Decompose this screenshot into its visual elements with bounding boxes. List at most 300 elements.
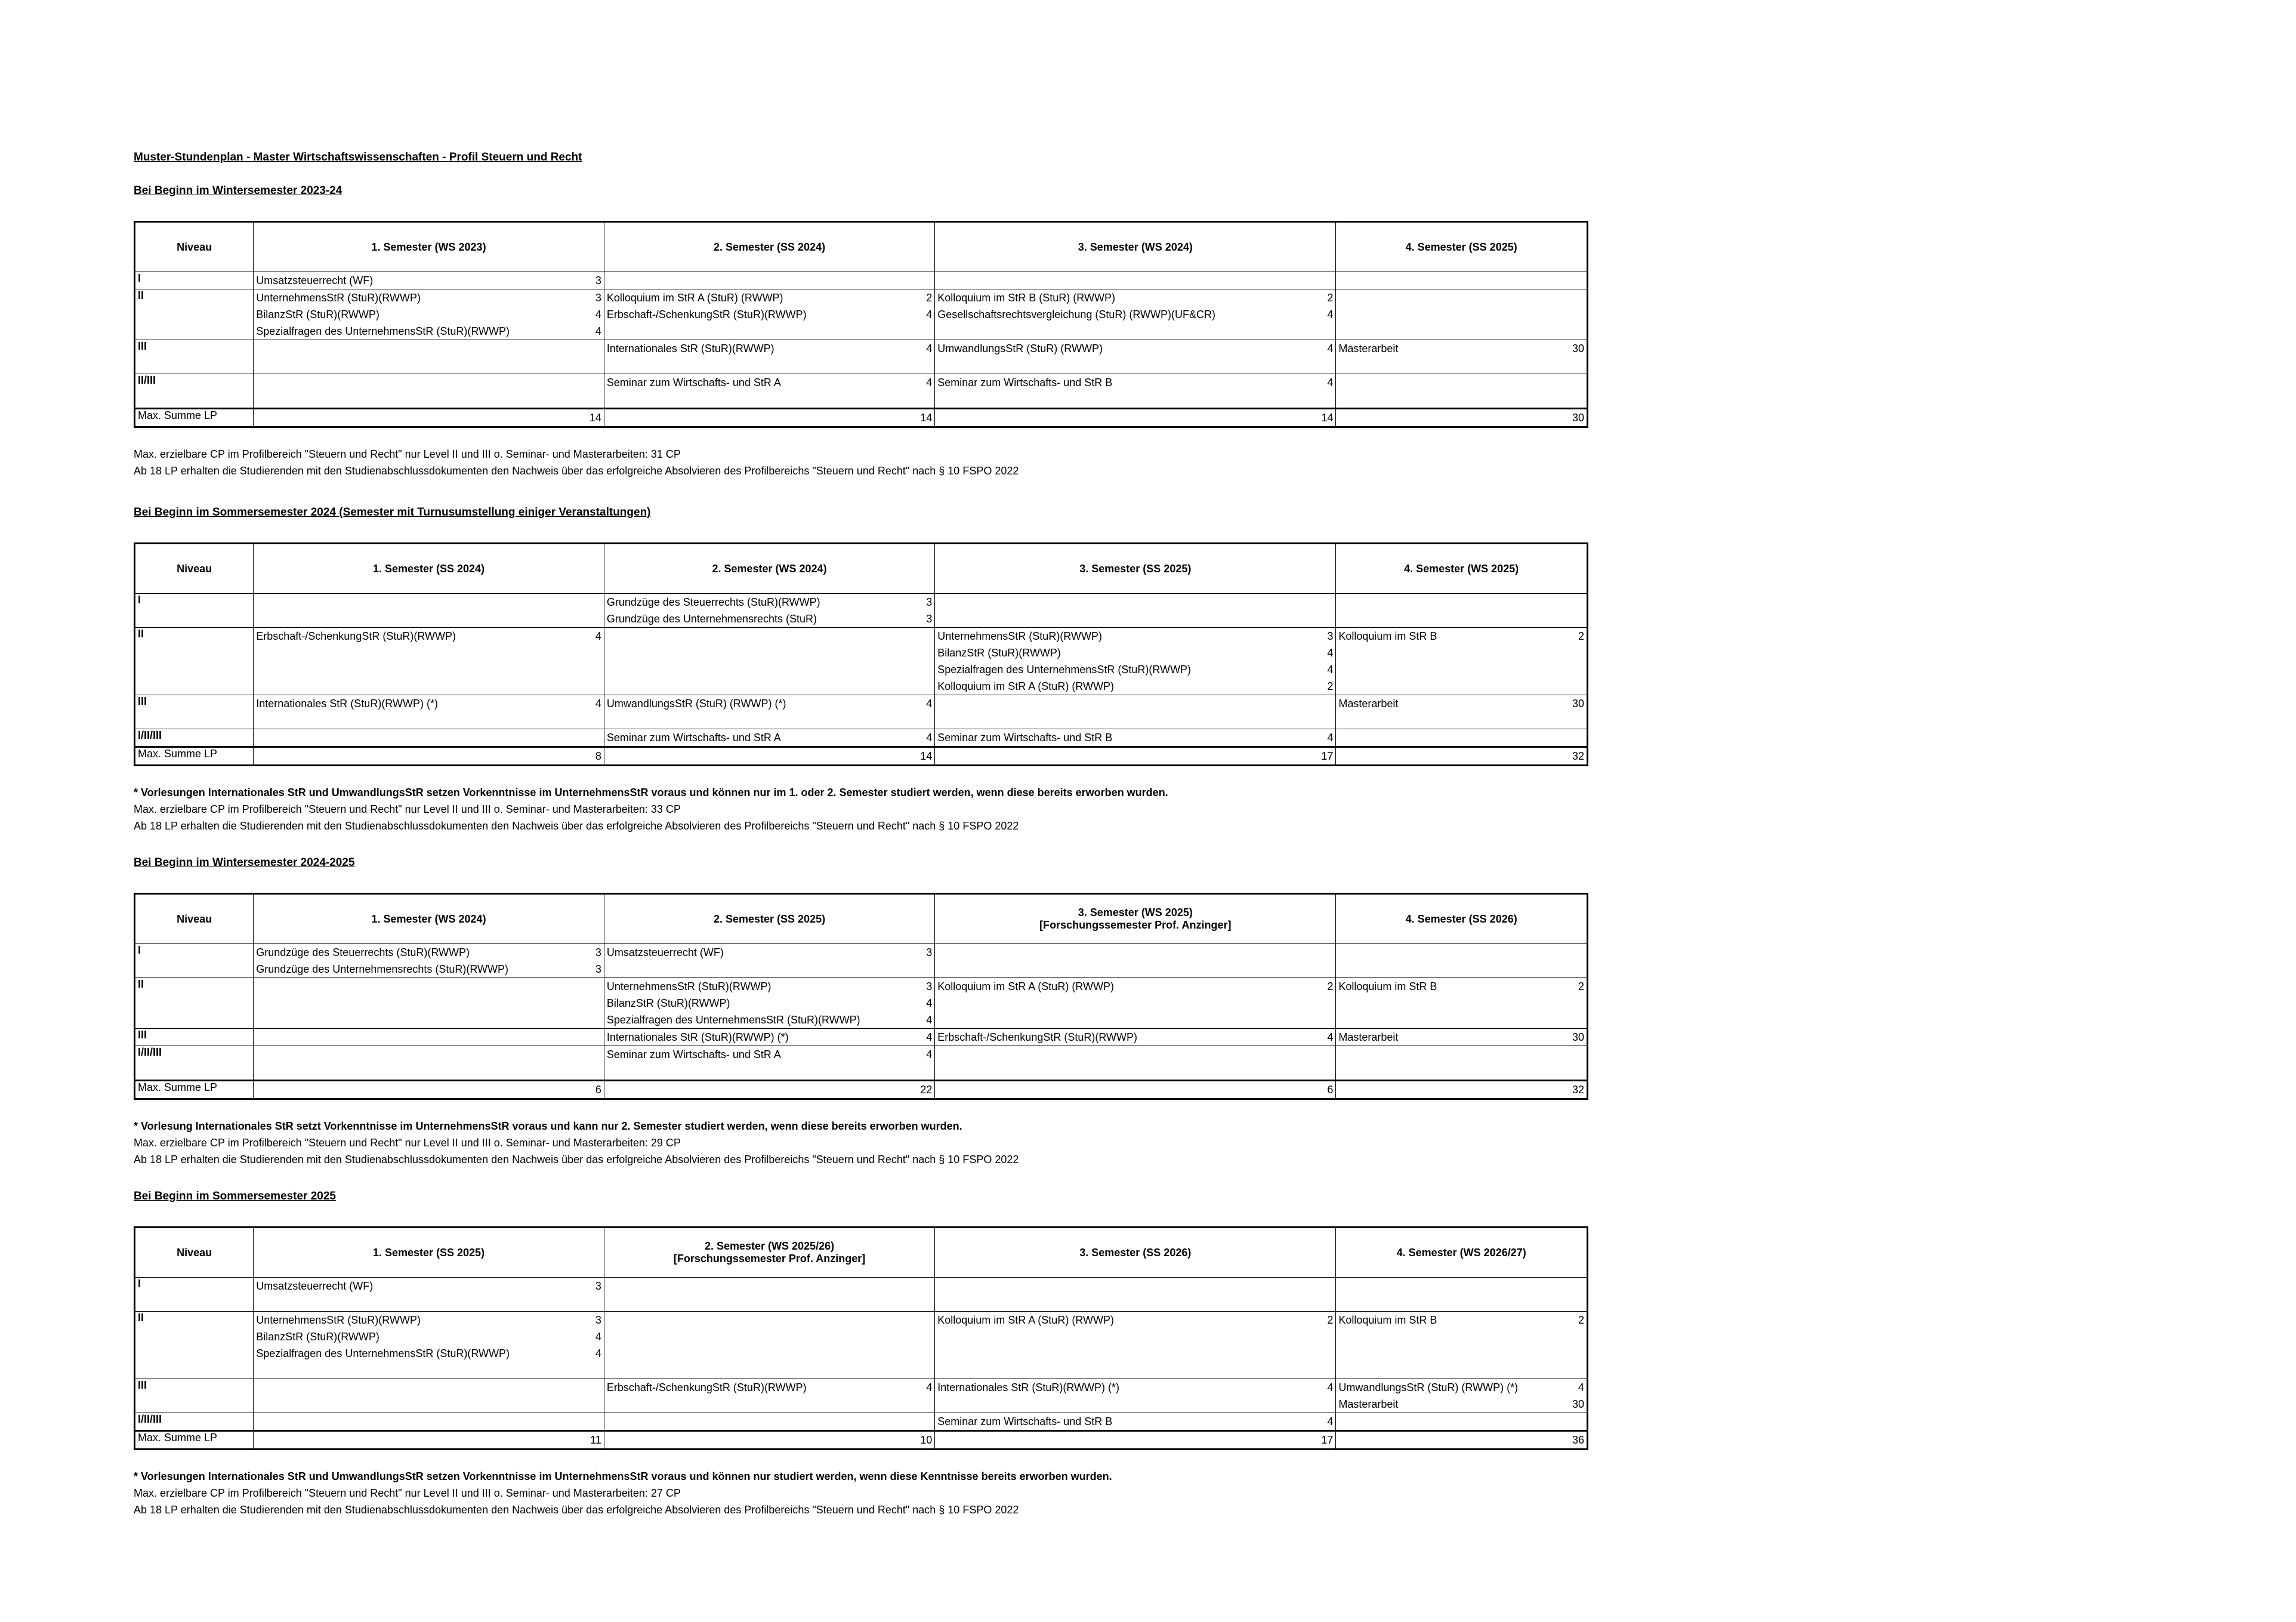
course-name: Kolloquium im StR A (StuR) (RWWP) [606,292,783,304]
semester-cell [1336,695,1588,729]
semester-cell [604,289,934,340]
header-line: [Forschungssemester Prof. Anzinger] [1039,919,1232,931]
note-line: Ab 18 LP erhalten die Studierenden mit den Studienabschlussdokumenten den Nachweis über das erfolgreiche Absolvieren des Profilbereichs "Steuern und Recht" nach § 10 FSPO 2022 [134,820,1019,832]
level-row [135,1413,1588,1431]
course-entry [1338,340,1584,357]
header-line: 3. Semester (WS 2024) [1078,240,1193,253]
course-entry [607,729,932,746]
course-name: Internationales StR (StuR)(RWWP) (*) [256,698,438,710]
course-entry [607,1046,932,1063]
semester-cell [935,374,1336,409]
course-lp: 2 [1578,980,1584,992]
course-name: UmwandlungsStR (StuR) (RWWP) [937,343,1103,354]
course-name: Kolloquium im StR B [1338,1314,1437,1326]
note-line: Ab 18 LP erhalten die Studierenden mit den Studienabschlussdokumenten den Nachweis über das erfolgreiche Absolvieren des Profilbereichs "Steuern und Recht" nach § 10 FSPO 2022 [134,1504,1019,1516]
semester-header [1336,544,1588,594]
semester-cell [935,978,1336,1029]
course-entry [607,610,932,627]
course-name: UnternehmensStR (StuR)(RWWP) [937,630,1102,642]
course-entry [937,306,1333,323]
course-lp: 4 [926,1014,933,1026]
course-name: BilanzStR (StuR)(RWWP) [256,309,379,320]
level-row [135,374,1588,409]
course-name: Internationales StR (StuR)(RWWP) [606,343,774,354]
semester-header [935,1228,1336,1278]
semester-cell [1336,978,1588,1029]
semester-cell [254,272,604,289]
course-entry [937,340,1333,357]
niveau-cell: III [135,1379,254,1413]
course-entry [1338,1396,1584,1413]
sum-value: 14 [935,409,1336,427]
sum-row [135,747,1588,766]
level-row [135,272,1588,289]
level-row [135,1379,1588,1413]
sum-value: 32 [1336,1081,1588,1099]
section-notes [134,446,1590,479]
course-entry [256,1278,601,1294]
course-entry [937,978,1333,995]
semester-cell [604,272,934,289]
level-row [135,729,1588,747]
semester-header [1336,222,1588,272]
sum-value: 14 [254,409,604,427]
note-line: Max. erzielbare CP im Profilbereich "Steuern und Recht" nur Level II und III o. Seminar- und Masterarbeiten: 33 CP [134,803,681,815]
section-title: Bei Beginn im Wintersemester 2023-24 [134,184,342,197]
semester-cell [254,1413,604,1431]
course-lp: 3 [595,946,601,958]
semester-cell [254,374,604,409]
course-lp: 3 [926,596,933,608]
sum-value: 11 [254,1431,604,1450]
course-entry [607,289,932,306]
course-entry [1338,695,1584,712]
course-name: Seminar zum Wirtschafts- und StR B [937,1416,1113,1427]
course-name: Grundzüge des Unternehmensrechts (StuR)(RWWP) [256,963,509,975]
niveau-cell: I [135,272,254,289]
semester-cell [604,1046,934,1081]
semester-cell [935,695,1336,729]
semester-cell [254,1379,604,1413]
course-lp: 30 [1572,1398,1584,1410]
sum-row [135,1431,1588,1450]
semester-cell [254,729,604,747]
course-entry [607,306,932,323]
header-line: 1. Semester (WS 2023) [371,240,486,253]
semester-cell [1336,628,1588,695]
course-lp: 2 [1578,630,1584,642]
semester-cell [1336,729,1588,747]
semester-header [604,1228,934,1278]
semester-cell [604,1379,934,1413]
course-entry [937,1312,1333,1328]
course-name: Erbschaft-/SchenkungStR (StuR)(RWWP) [937,1031,1137,1043]
course-lp: 4 [926,377,933,388]
course-name: Internationales StR (StuR)(RWWP) (*) [937,1382,1119,1393]
header-line: Niveau [177,912,212,925]
course-entry [1338,628,1584,645]
note-line: Max. erzielbare CP im Profilbereich "Steuern und Recht" nur Level II und III o. Seminar- und Masterarbeiten: 29 CP [134,1137,681,1149]
course-lp: 4 [595,1347,601,1359]
course-name: Umsatzsteuerrecht (WF) [256,1280,374,1292]
course-name: Seminar zum Wirtschafts- und StR A [606,732,781,744]
course-entry [937,729,1333,746]
course-lp: 2 [1327,1314,1334,1326]
course-lp: 4 [1327,309,1334,320]
semester-cell [254,1312,604,1379]
course-entry [937,645,1333,661]
course-lp: 4 [926,343,933,354]
course-name: Umsatzsteuerrecht (WF) [606,946,724,958]
level-row [135,978,1588,1029]
course-name: Spezialfragen des UnternehmensStR (StuR)(RWWP) [256,325,510,337]
course-entry [256,1328,601,1345]
semester-cell [1336,1312,1588,1379]
course-lp: 3 [926,980,933,992]
semester-cell [254,289,604,340]
semester-cell [935,1413,1336,1431]
semester-cell [935,272,1336,289]
semester-cell [935,729,1336,747]
niveau-cell: I/II/III [135,1046,254,1081]
sum-value: 6 [935,1081,1336,1099]
level-row [135,340,1588,374]
note-line: Ab 18 LP erhalten die Studierenden mit den Studienabschlussdokumenten den Nachweis über das erfolgreiche Absolvieren des Profilbereichs "Steuern und Recht" nach § 10 FSPO 2022 [134,1154,1019,1165]
header-line: [Forschungssemester Prof. Anzinger] [673,1253,866,1265]
course-entry [607,340,932,357]
niveau-cell: III [135,340,254,374]
course-entry [607,594,932,610]
course-lp: 3 [926,613,933,625]
section-title: Bei Beginn im Sommersemester 2024 (Semester mit Turnusumstellung einiger Veranstaltungen) [134,506,651,519]
course-lp: 30 [1572,1031,1584,1043]
course-entry [607,1012,932,1028]
course-lp: 4 [1327,647,1334,659]
footnote: * Vorlesung Internationales StR setzt Vorkenntnisse im UnternehmensStR voraus und kann nur 2. Semester studiert werden, wenn diese bereits erworben wurden. [134,1120,962,1132]
semester-header [254,1228,604,1278]
section-notes [134,1118,1590,1168]
course-entry [256,961,601,977]
course-entry [607,978,932,995]
course-lp: 4 [926,309,933,320]
sum-value: 30 [1336,409,1588,427]
semester-header [935,894,1336,944]
semester-cell [1336,944,1588,978]
course-lp: 4 [595,630,601,642]
semester-cell [604,695,934,729]
course-lp: 3 [595,1280,601,1292]
sum-value: 22 [604,1081,934,1099]
course-lp: 4 [1327,1031,1334,1043]
course-lp: 3 [595,1314,601,1326]
semester-cell [254,944,604,978]
course-entry [256,628,601,645]
course-entry [937,678,1333,695]
section-title: Bei Beginn im Wintersemester 2024-2025 [134,856,355,869]
note-line: Ab 18 LP erhalten die Studierenden mit den Studienabschlussdokumenten den Nachweis über das erfolgreiche Absolvieren des Profilbereichs "Steuern und Recht" nach § 10 FSPO 2022 [134,465,1019,477]
semester-cell [254,594,604,628]
semester-cell [935,340,1336,374]
semester-header [604,222,934,272]
course-name: Kolloquium im StR A (StuR) (RWWP) [937,1314,1114,1326]
course-lp: 2 [1327,680,1334,692]
course-entry [1338,978,1584,995]
niveau-header [135,894,254,944]
header-line: 1. Semester (SS 2024) [372,562,485,575]
niveau-cell: II/III [135,374,254,409]
semester-header [935,222,1336,272]
niveau-cell: III [135,695,254,729]
course-entry [607,1029,932,1046]
semester-cell [935,628,1336,695]
footnote: * Vorlesungen Internationales StR und UmwandlungsStR setzen Vorkenntnisse im UnternehmensStR voraus und können nur im 1. oder 2. Semester studiert werden, wenn diese bereits erworben wurden. [134,787,1168,798]
semester-plan-table [134,221,1588,428]
sum-label: Max. Summe LP [135,409,254,427]
course-entry [1338,1379,1584,1396]
course-name: Masterarbeit [1338,698,1399,710]
level-row [135,1278,1588,1312]
header-line: 3. Semester (SS 2026) [1079,1246,1192,1259]
semester-header [254,222,604,272]
course-name: Seminar zum Wirtschafts- und StR A [606,377,781,388]
header-line: 4. Semester (WS 2025) [1404,562,1519,575]
course-name: Kolloquium im StR A (StuR) (RWWP) [937,680,1114,692]
niveau-cell: I/II/III [135,1413,254,1431]
course-name: UmwandlungsStR (StuR) (RWWP) (*) [606,698,786,710]
niveau-header [135,544,254,594]
course-name: Masterarbeit [1338,1031,1399,1043]
semester-cell [935,1029,1336,1046]
note-line: Max. erzielbare CP im Profilbereich "Steuern und Recht" nur Level II und III o. Seminar- und Masterarbeiten: 27 CP [134,1487,681,1499]
semester-cell [604,374,934,409]
course-lp: 3 [595,292,601,304]
course-lp: 4 [1327,377,1334,388]
semester-cell [254,1046,604,1081]
course-entry [256,306,601,323]
course-entry [1338,1029,1584,1046]
course-lp: 30 [1572,343,1584,354]
course-lp: 2 [926,292,933,304]
header-line: 4. Semester (SS 2025) [1405,240,1517,253]
semester-cell [935,594,1336,628]
semester-cell [1336,1029,1588,1046]
course-entry [937,289,1333,306]
header-line: 2. Semester (SS 2024) [713,240,826,253]
sum-label: Max. Summe LP [135,1081,254,1099]
course-name: Seminar zum Wirtschafts- und StR B [937,377,1113,388]
semester-cell [604,729,934,747]
course-name: Umsatzsteuerrecht (WF) [256,275,374,286]
header-row [135,1228,1588,1278]
semester-cell [1336,1278,1588,1312]
course-entry [937,661,1333,678]
course-lp: 4 [595,309,601,320]
semester-cell [604,340,934,374]
course-entry [607,944,932,961]
course-entry [937,1379,1333,1396]
header-line: 4. Semester (WS 2026/27) [1396,1246,1526,1259]
semester-cell [935,1278,1336,1312]
header-line: 1. Semester (SS 2025) [372,1246,485,1259]
course-name: Erbschaft-/SchenkungStR (StuR)(RWWP) [256,630,456,642]
sum-value: 17 [935,747,1336,766]
course-entry [256,272,601,289]
semester-header [1336,1228,1588,1278]
semester-cell [254,978,604,1029]
header-line: Niveau [177,562,212,575]
course-name: UmwandlungsStR (StuR) (RWWP) (*) [1338,1382,1519,1393]
footnote: * Vorlesungen Internationales StR und UmwandlungsStR setzen Vorkenntnisse im UnternehmensStR voraus und können nur studiert werden, wenn diese Kenntnisse bereits erworben wurden. [134,1470,1112,1482]
course-name: Grundzüge des Steuerrechts (StuR)(RWWP) [256,946,470,958]
course-name: Erbschaft-/SchenkungStR (StuR)(RWWP) [606,1382,807,1393]
course-name: BilanzStR (StuR)(RWWP) [606,997,730,1009]
sum-value: 36 [1336,1431,1588,1450]
course-lp: 4 [595,325,601,337]
niveau-header [135,1228,254,1278]
section-notes [134,1468,1590,1518]
sum-value: 14 [604,747,934,766]
semester-cell [1336,1046,1588,1081]
semester-plan-table [134,1226,1588,1450]
semester-cell [604,978,934,1029]
semester-cell [935,1379,1336,1413]
course-name: Grundzüge des Unternehmensrechts (StuR) [606,613,817,625]
semester-cell [1336,272,1588,289]
level-row [135,695,1588,729]
sum-row [135,1081,1588,1099]
semester-header [254,544,604,594]
course-name: Kolloquium im StR B (StuR) (RWWP) [937,292,1115,304]
sum-value: 32 [1336,747,1588,766]
niveau-cell: I [135,594,254,628]
semester-header [1336,894,1588,944]
semester-cell [935,944,1336,978]
course-name: Kolloquium im StR A (StuR) (RWWP) [937,980,1114,992]
course-name: Erbschaft-/SchenkungStR (StuR)(RWWP) [606,309,807,320]
course-entry [256,323,601,340]
course-lp: 4 [1327,1382,1334,1393]
semester-cell [604,594,934,628]
semester-cell [254,695,604,729]
semester-cell [935,289,1336,340]
course-lp: 4 [926,1031,933,1043]
course-name: Spezialfragen des UnternehmensStR (StuR)(RWWP) [256,1347,510,1359]
level-row [135,628,1588,695]
niveau-cell: I [135,944,254,978]
semester-cell [935,1312,1336,1379]
section-notes [134,784,1590,834]
sum-label: Max. Summe LP [135,1431,254,1450]
course-entry [937,1413,1333,1430]
course-lp: 30 [1572,698,1584,710]
course-name: BilanzStR (StuR)(RWWP) [256,1331,379,1343]
semester-cell [604,1278,934,1312]
course-name: Grundzüge des Steuerrechts (StuR)(RWWP) [606,596,820,608]
course-lp: 4 [1327,343,1334,354]
semester-cell [254,1278,604,1312]
course-lp: 2 [1327,980,1334,992]
course-entry [256,289,601,306]
course-entry [256,1312,601,1328]
course-lp: 4 [926,732,933,744]
header-row [135,222,1588,272]
niveau-cell: II [135,289,254,340]
course-entry [256,695,601,712]
course-name: Gesellschaftsrechtsvergleichung (StuR) (RWWP)(UF&CR) [937,309,1216,320]
document-title: Muster-Stundenplan - Master Wirtschaftswissenschaften - Profil Steuern und Recht [134,151,582,164]
semester-cell [254,1029,604,1046]
course-lp: 4 [1327,732,1334,744]
header-line: 3. Semester (SS 2025) [1079,562,1192,575]
semester-plan-table [134,542,1588,766]
sum-value: 6 [254,1081,604,1099]
semester-cell [1336,1413,1588,1431]
niveau-cell: II [135,978,254,1029]
header-row [135,894,1588,944]
semester-cell [604,944,934,978]
header-row [135,544,1588,594]
course-name: BilanzStR (StuR)(RWWP) [937,647,1061,659]
semester-cell [254,628,604,695]
semester-cell [604,1029,934,1046]
course-name: Seminar zum Wirtschafts- und StR B [937,732,1113,744]
level-row [135,944,1588,978]
course-lp: 4 [1578,1382,1584,1393]
semester-cell [1336,289,1588,340]
course-lp: 3 [1327,630,1334,642]
course-name: Masterarbeit [1338,1398,1399,1410]
course-lp: 4 [1327,1416,1334,1427]
course-entry [607,995,932,1012]
header-line: 2. Semester (WS 2025/26) [704,1240,835,1252]
course-lp: 4 [926,997,933,1009]
course-lp: 4 [595,698,601,710]
niveau-cell: III [135,1029,254,1046]
course-entry [256,944,601,961]
course-lp: 3 [595,963,601,975]
level-row [135,594,1588,628]
semester-cell [604,1312,934,1379]
section-title: Bei Beginn im Sommersemester 2025 [134,1190,336,1202]
niveau-cell: II [135,628,254,695]
course-entry [607,695,932,712]
course-lp: 4 [1327,664,1334,676]
course-name: UnternehmensStR (StuR)(RWWP) [256,292,421,304]
sum-label: Max. Summe LP [135,747,254,766]
niveau-cell: II [135,1312,254,1379]
level-row [135,289,1588,340]
course-entry [937,1029,1333,1046]
header-line: 2. Semester (SS 2025) [713,912,826,925]
header-line: 4. Semester (SS 2026) [1405,912,1517,925]
course-entry [1338,1312,1584,1328]
course-lp: 4 [926,1049,933,1060]
sum-row [135,409,1588,427]
semester-cell [1336,340,1588,374]
semester-cell [604,1413,934,1431]
semester-plan-table [134,893,1588,1100]
course-name: Masterarbeit [1338,343,1399,354]
schedule-sections [134,183,1590,1518]
semester-cell [254,340,604,374]
semester-cell [1336,594,1588,628]
course-entry [937,374,1333,391]
niveau-header [135,222,254,272]
sum-value: 17 [935,1431,1336,1450]
course-lp: 4 [926,698,933,710]
course-entry [256,1345,601,1362]
course-name: Seminar zum Wirtschafts- und StR A [606,1049,781,1060]
